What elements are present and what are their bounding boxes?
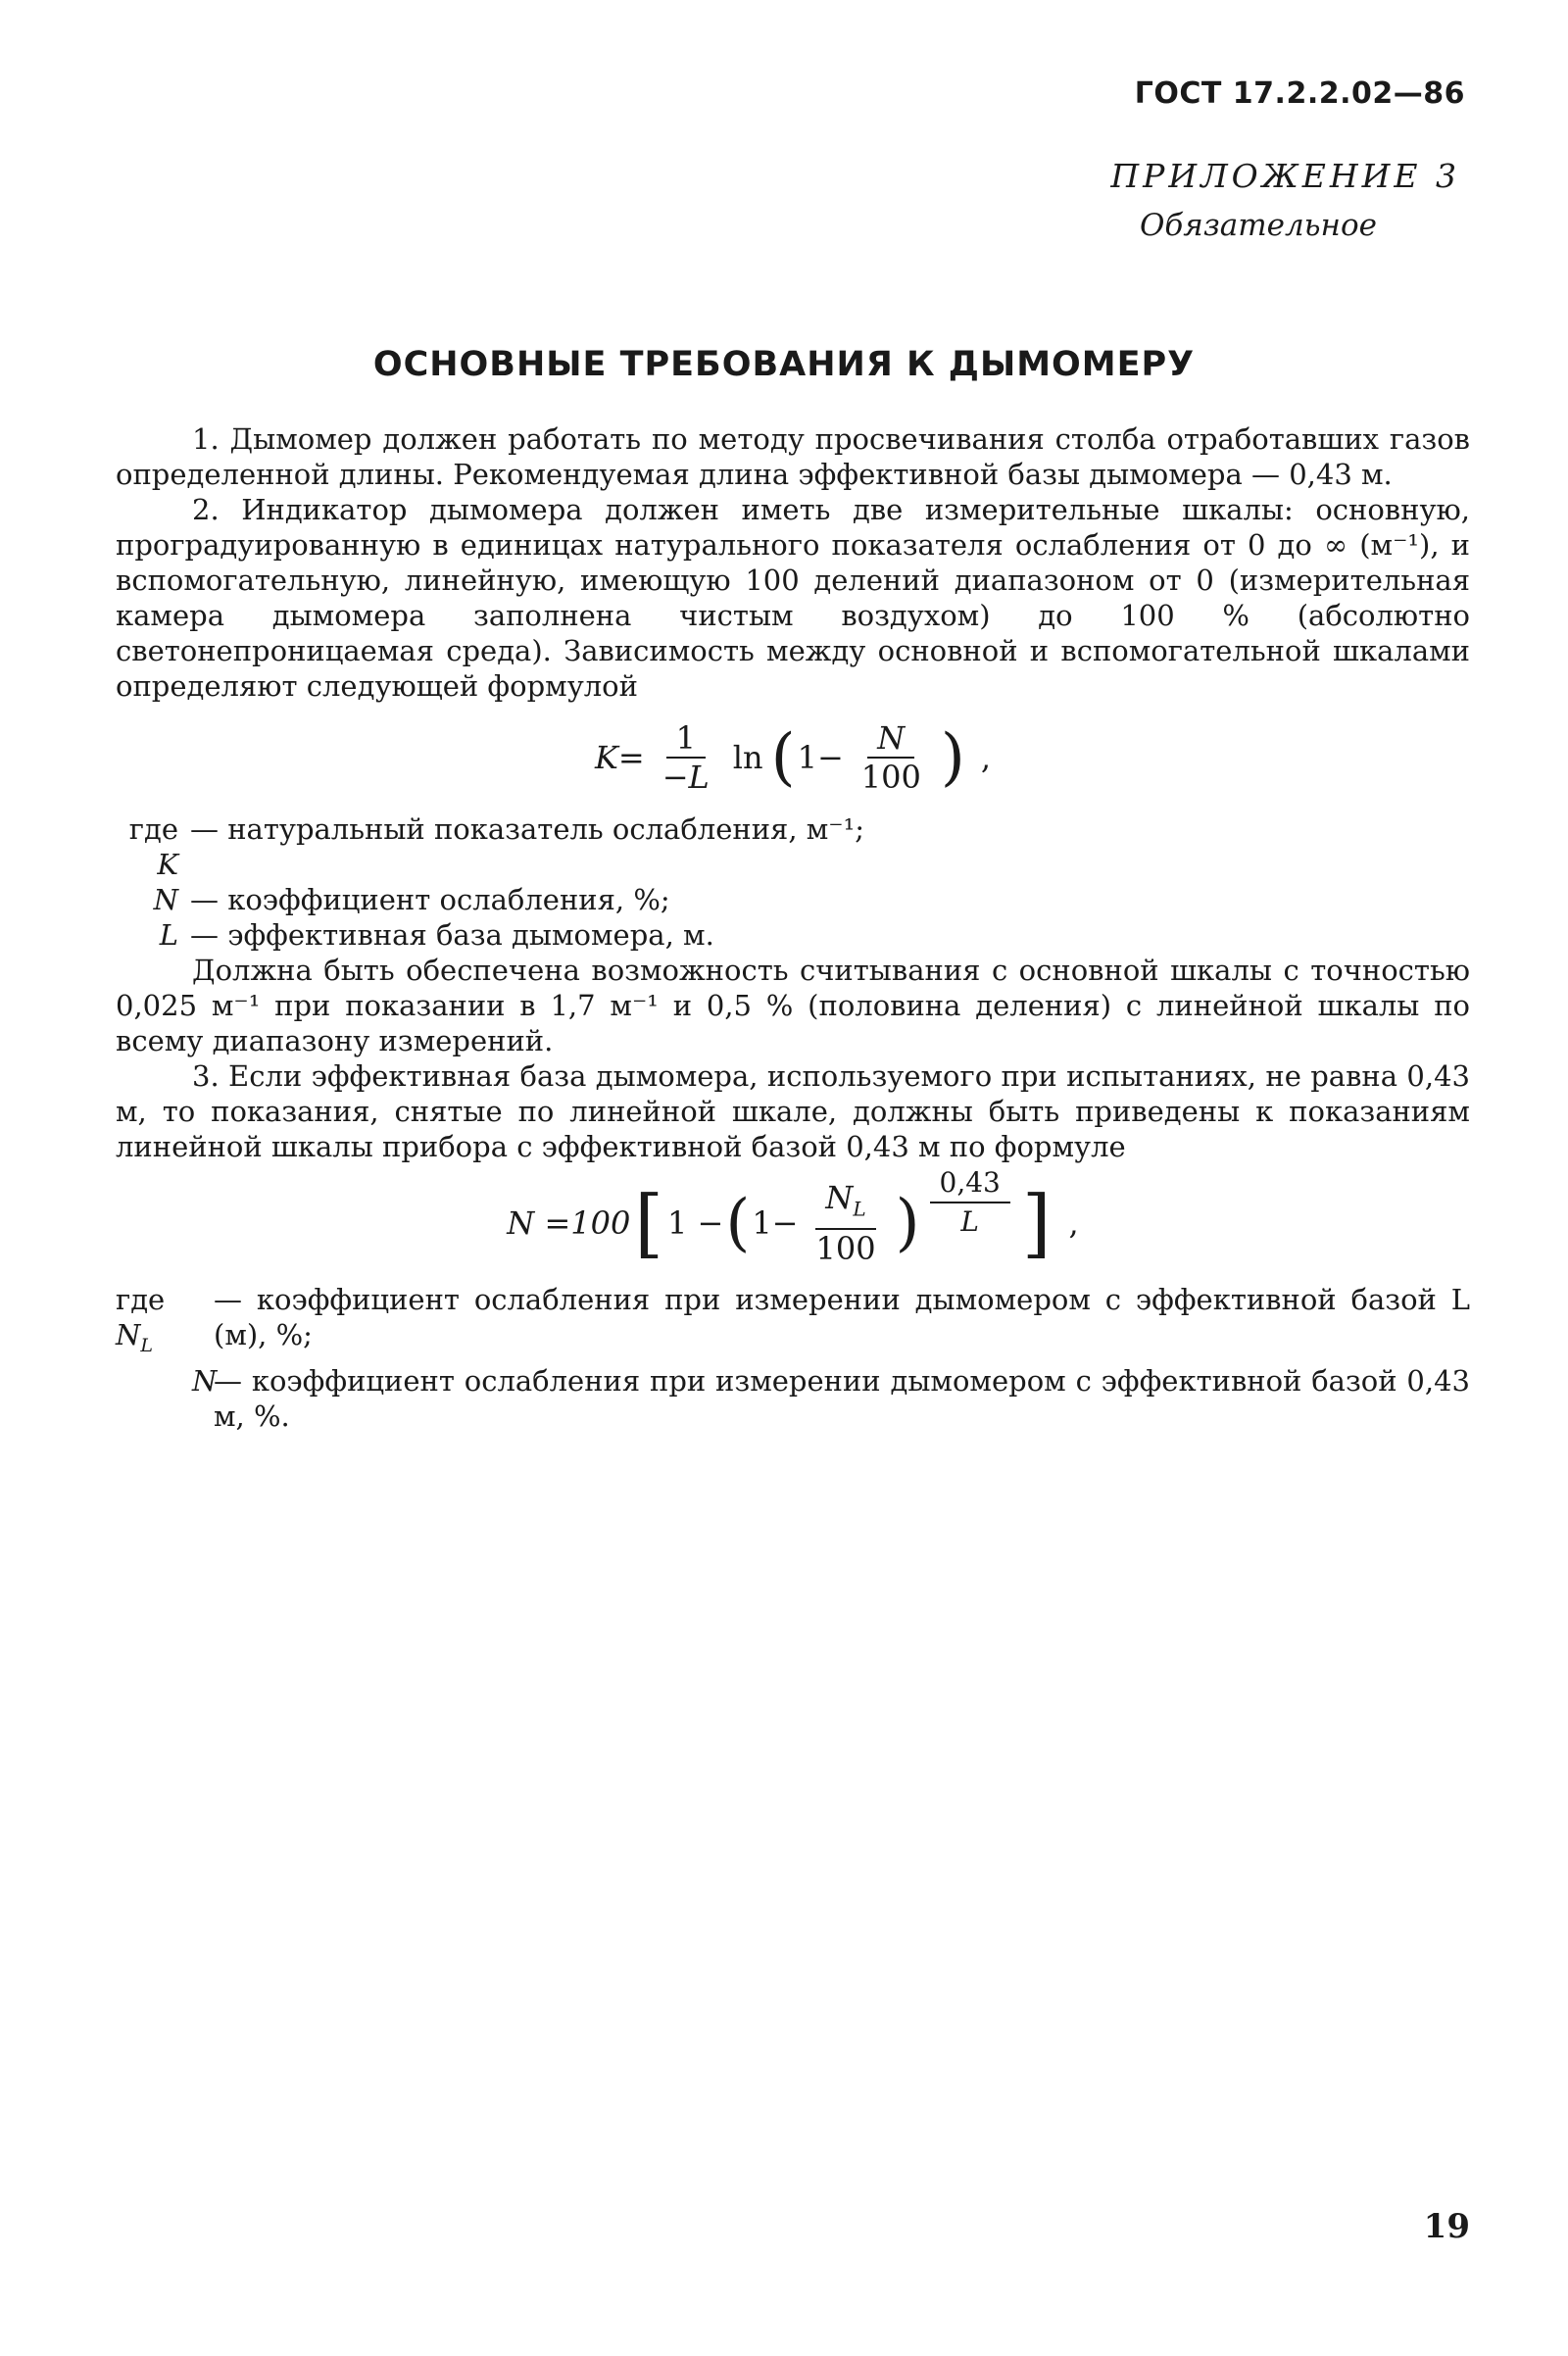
formula-n-close-paren: ) [895, 1187, 920, 1259]
section-title: ОСНОВНЫЕ ТРЕБОВАНИЯ К ДЫМОМЕРУ [372, 345, 1196, 384]
formula-k-inner-fraction [852, 719, 931, 796]
where-sym-n: N [153, 883, 178, 916]
formula-k-inner-numerator: N [867, 719, 914, 759]
formula-k-tail: , [980, 739, 991, 776]
formula-n-exponent-denominator: L [960, 1205, 979, 1238]
formula-n [116, 1164, 1470, 1282]
formula-n-lhs: N =100 [507, 1204, 631, 1242]
formula-n-open-bracket: [ [634, 1179, 663, 1266]
where2-row-nl [116, 1282, 1470, 1363]
formula-k-denominator: −L [662, 759, 710, 796]
where2-desc-n: — коэффициент ослабления при измерении дымомером с эффективной базой 0,43 м, %. [214, 1363, 1470, 1433]
formula-k-numerator: 1 [666, 719, 706, 759]
paragraph-accuracy: Должна быть обеспечена возможность считывания с основной шкалы с точностью 0,025 м⁻¹ при показании в 1,7 м⁻¹ и 0,5 % (половина деления) с линейной шкалы по всему диапазону измерений. [116, 954, 1470, 1057]
formula-n-exponent-numerator: 0,43 [930, 1164, 1010, 1203]
formula-n-inner-denominator: 100 [815, 1229, 876, 1267]
where-lead: где K [128, 812, 178, 881]
formula-k-close-paren: ) [940, 721, 965, 794]
page-number: 19 [1423, 2207, 1470, 2246]
paragraph-3: 3. Если эффективная база дымомера, используемого при испытаниях, не равна 0,43 м, то показания, снятые по линейной шкале, должны быть приведены к показаниям линейной шкалы прибора с эффективной базой 0,43 м по формуле [116, 1059, 1470, 1163]
formula-k-inner-denominator: 100 [860, 759, 921, 796]
formula-n-one-minus: 1 − [667, 1204, 724, 1242]
formula-n-open-paren: ( [725, 1187, 751, 1259]
where2-sym-n: N [192, 1363, 218, 1398]
where-row-l [116, 917, 1470, 953]
formula-k-fraction [653, 719, 719, 796]
where-desc-l: — эффективная база дымомера, м. [190, 918, 714, 952]
formula-n-tail: , [1068, 1204, 1079, 1242]
formula-n-close-bracket: ] [1021, 1179, 1052, 1266]
formula-k-open-paren: ( [770, 721, 796, 794]
where-block-1 [116, 811, 1470, 953]
document-body [116, 421, 1470, 1434]
where2-lead: где $N_L$ [116, 1283, 166, 1356]
where-row-k [116, 811, 1470, 882]
paragraph-1: 1. Дымомер должен работать по методу просвечивания столба отработавших газов определенной длины. Рекомендуемая длина эффективной базы дымомера — 0,43 м. [116, 422, 1470, 491]
where-desc-k: — натуральный показатель ослабления, м⁻¹; [190, 812, 865, 846]
paragraph-2: 2. Индикатор дымомера должен иметь две измерительные шкалы: основную, проградуированную в единицах натурального показателя ослабления от 0 до ∞ (м⁻¹), и вспомогательную, линейную, имеющую 100 делений диапазоном от 0 (измерительная камера дымомера заполнена чистым воздухом) до 100 % (абсолютно светонепроницаемая среда). Зависимость между основной и вспомогательной шкалами определяют следующей формулой [116, 493, 1470, 703]
appendix-title: ПРИЛОЖЕНИЕ 3 [1110, 157, 1460, 195]
where2-row-n [116, 1363, 1470, 1434]
appendix-status: Обязательное [1139, 208, 1377, 243]
where-sym-l: L [159, 918, 178, 952]
formula-n-inner-numerator: $N_L$ [815, 1179, 875, 1229]
formula-n-exponent-fraction [930, 1164, 1010, 1241]
formula-n-inner-one: 1− [752, 1204, 799, 1242]
where-row-n [116, 882, 1470, 917]
formula-k-ln: ln [732, 739, 763, 776]
formula-k [116, 704, 1470, 811]
formula-k-lhs: K= [595, 739, 645, 776]
standard-code: ГОСТ 17.2.2.02—86 [1134, 76, 1465, 111]
formula-n-inner-fraction [806, 1179, 885, 1266]
formula-k-inner-one: 1− [797, 739, 844, 776]
where-block-2 [116, 1282, 1470, 1434]
where-desc-n: — коэффициент ослабления, %; [190, 883, 670, 916]
where2-desc-nl: — коэффициент ослабления при измерении дымомером с эффективной базой L (м), %; [214, 1283, 1470, 1351]
